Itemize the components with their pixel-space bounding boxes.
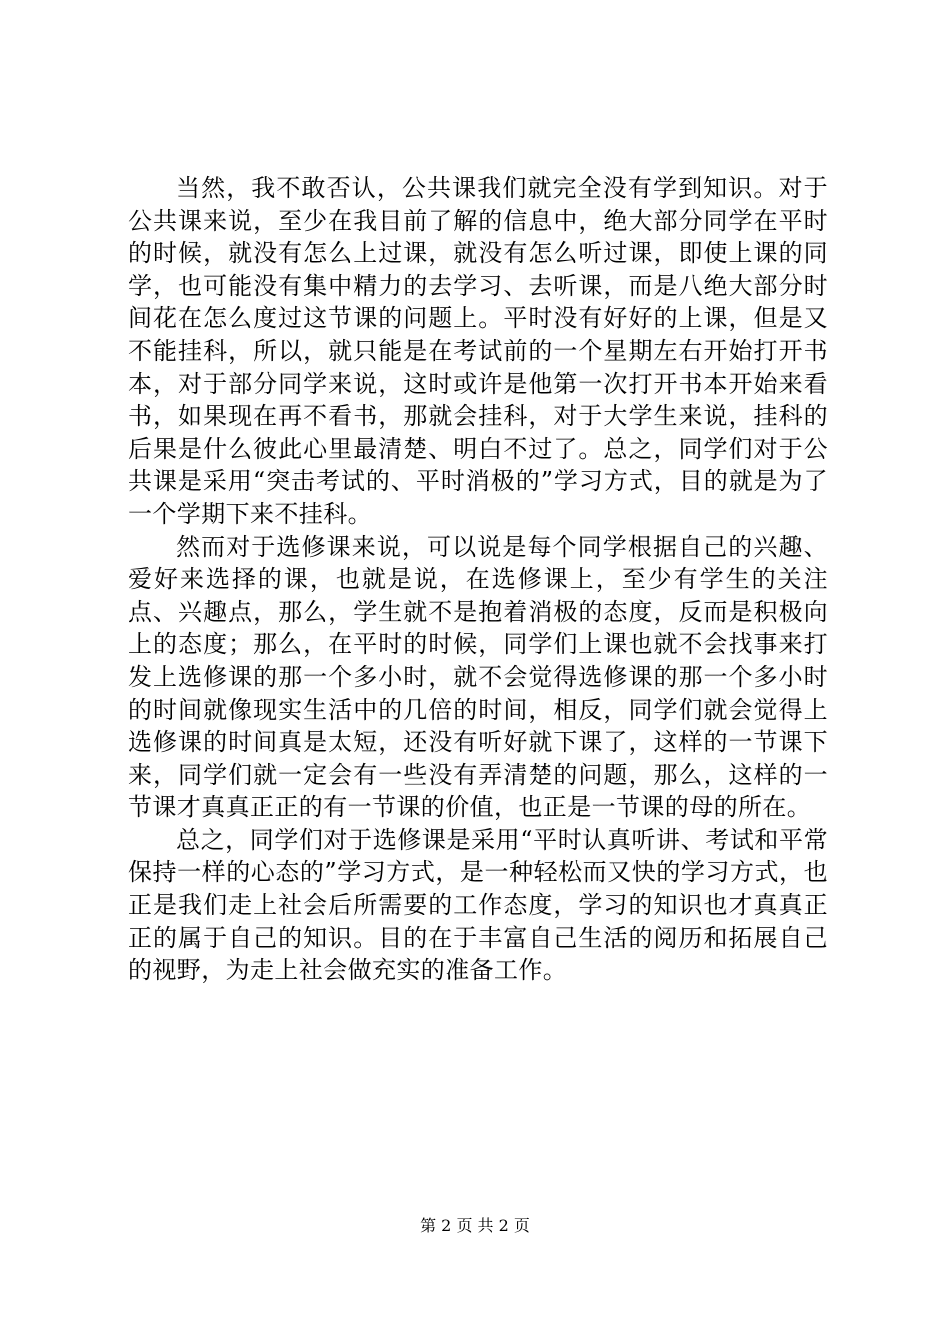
paragraph: 当然，我不敢否认，公共课我们就完全没有学到知识。对于公共课来说，至少在我目前了解的信息中，绝大部分同学在平时的时候，就没有怎么上过课，就没有怎么听过课，即使上课的同学，也可能没有集中精力的去学习、去听课，而是八绝大部分时间花在怎么度过这节课的问题上。平时没有好好的上课，但是又不能挂科，所以，就只能是在考试前的一个星期左右开始打开书本，对于部分同学来说，这时或许是他第一次打开书本开始来看书，如果现在再不看书，那就会挂科，对于大学生来说，挂科的后果是什么彼此心里最清楚、明白不过了。总之，同学们对于公共课是采用“突击考试的、平时消极的”学习方式，目的就是为了一个学期下来不挂科。	[128, 174, 828, 528]
body-text	[128, 172, 828, 987]
paragraph: 总之，同学们对于选修课是采用“平时认真听讲、考试和平常保持一样的心态的”学习方式，是一种轻松而又快的学习方式，也正是我们走上社会后所需要的工作态度，学习的知识也才真真正正的属于自己的知识。目的在于丰富自己生活的阅历和拓展自己的视野，为走上社会做充实的准备工作。	[128, 825, 828, 985]
paragraph: 然而对于选修课来说，可以说是每个同学根据自己的兴趣、爱好来选择的课，也就是说，在选修课上，至少有学生的关注点、兴趣点，那么，学生就不是抱着消极的态度，反而是积极向上的态度；那么，在平时的时候，同学们上课也就不会找事来打发上选修课的那一个多小时，就不会觉得选修课的那一个多小时的时间就像现实生活中的几倍的时间，相反，同学们就会觉得上选修课的时间真是太短，还没有听好就下课了，这样的一节课下来，同学们就一定会有一些没有弄清楚的问题，那么，这样的一节课才真真正正的有一节课的价值，也正是一节课的母的所在。	[128, 532, 828, 822]
page-footer: 第 2 页 共 2 页	[420, 1216, 530, 1235]
